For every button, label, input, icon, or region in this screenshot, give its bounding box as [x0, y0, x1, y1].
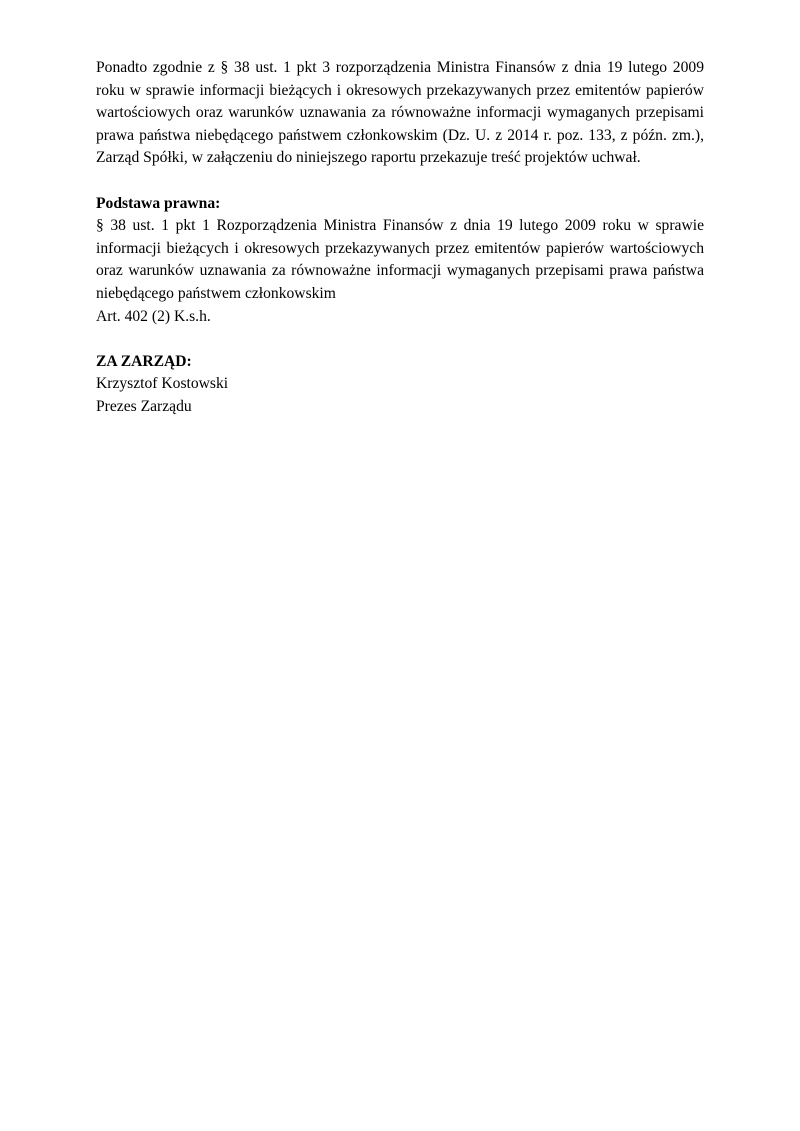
document-page — [96, 57, 704, 419]
legal-basis-paragraph: § 38 ust. 1 pkt 1 Rozporządzenia Ministra Finansów z dnia 19 lutego 2009 roku w sprawie informacji bieżących i okresowych przekazywanych przez emitentów papierów wartościowych oraz warunków uznawania za równoważne informacji wymaganych przepisami prawa państwa niebędącego państwem członkowskim — [96, 217, 704, 302]
legal-basis-article: Art. 402 (2) K.s.h. — [96, 307, 211, 325]
paragraph-spacer — [96, 170, 704, 193]
paragraph-spacer — [96, 328, 704, 351]
signature-heading: ZA ZARZĄD: — [96, 352, 192, 370]
intro-paragraph: Ponadto zgodnie z § 38 ust. 1 pkt 3 rozporządzenia Ministra Finansów z dnia 19 lutego 2009 roku w sprawie informacji bieżących i okresowych przekazywanych przez emitentów papierów wartościowych oraz warunków uznawania za równoważne informacji wymaganych przepisami prawa państwa niebędącego państwem członkowskim (Dz. U. z 2014 r. poz. 133, z późn. zm.), Zarząd Spółki, w załączeniu do niniejszego raportu przekazuje treść projektów uchwał. — [96, 59, 704, 167]
signatory-title: Prezes Zarządu — [96, 397, 192, 415]
legal-basis-heading: Podstawa prawna: — [96, 194, 221, 212]
signatory-name: Krzysztof Kostowski — [96, 375, 229, 393]
